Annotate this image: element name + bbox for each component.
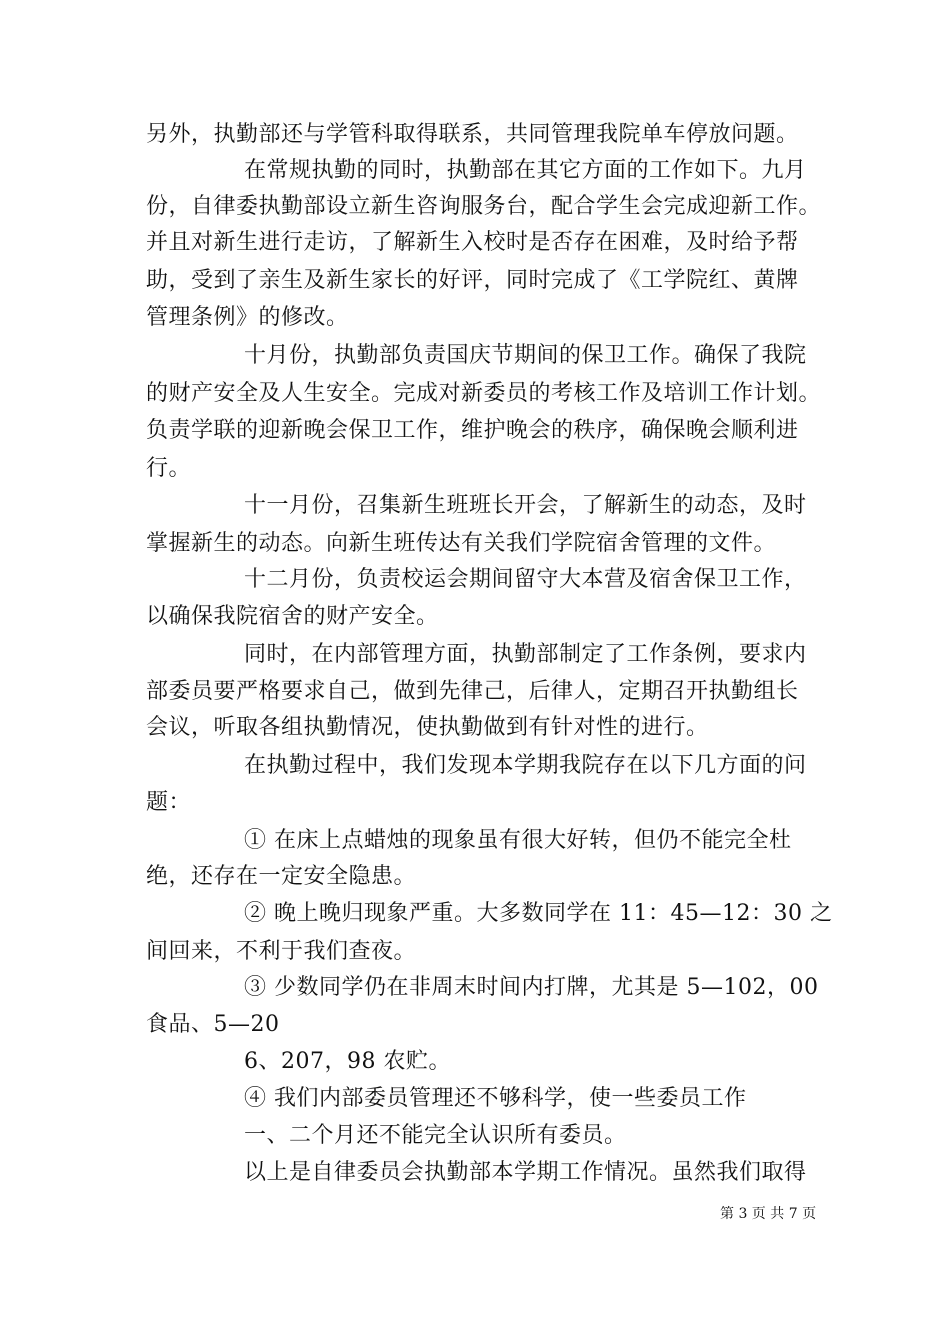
- paragraph-line: 掌握新生的动态。向新生班传达有关我们学院宿舍管理的文件。: [146, 531, 777, 556]
- paragraph-line: 绝，还存在一定安全隐患。: [146, 864, 417, 889]
- list-item: ④ 我们内部委员管理还不够科学，使一些委员工作: [244, 1086, 747, 1111]
- paragraph-line: 份，自律委执勤部设立新生咨询服务台，配合学生会完成迎新工作。: [146, 194, 822, 219]
- paragraph-line: 的财产安全及人生安全。完成对新委员的考核工作及培训工作计划。: [146, 381, 822, 406]
- list-item: ② 晚上晚归现象严重。大多数同学在 11：45—12：30 之: [244, 901, 833, 926]
- paragraph-line: 助，受到了亲生及新生家长的好评，同时完成了《工学院红、黄牌: [146, 268, 799, 293]
- paragraph-line: 部委员要严格要求自己，做到先律己，后律人，定期召开执勤组长: [146, 679, 799, 704]
- paragraph-line: 管理条例》的修改。: [146, 305, 349, 330]
- paragraph-line: 食品、5—20: [146, 1012, 280, 1037]
- paragraph-line: 间回来，不利于我们查夜。: [146, 939, 417, 964]
- paragraph-line: 题：: [146, 790, 192, 815]
- paragraph-line: 另外，执勤部还与学管科取得联系，共同管理我院单车停放问题。: [146, 122, 799, 147]
- paragraph-line: 一、二个月还不能完全认识所有委员。: [244, 1123, 627, 1148]
- paragraph-line: 同时，在内部管理方面，执勤部制定了工作条例，要求内: [244, 642, 807, 667]
- paragraph-line: 6、207，98 农贮。: [244, 1049, 451, 1074]
- paragraph-line: 并且对新生进行走访，了解新生入校时是否存在困难，及时给予帮: [146, 230, 799, 255]
- paragraph-line: 以上是自律委员会执勤部本学期工作情况。虽然我们取得: [244, 1160, 807, 1185]
- paragraph-line: 在执勤过程中，我们发现本学期我院存在以下几方面的问: [244, 753, 807, 778]
- list-item: ① 在床上点蜡烛的现象虽有很大好转，但仍不能完全杜: [244, 828, 792, 853]
- paragraph-line: 会议，听取各组执勤情况，使执勤做到有针对性的进行。: [146, 715, 709, 740]
- paragraph-line: 十一月份，召集新生班班长开会，了解新生的动态，及时: [244, 493, 807, 518]
- list-item: ③ 少数同学仍在非周末时间内打牌，尤其是 5—102，00: [244, 975, 819, 1000]
- paragraph-line: 负责学联的迎新晚会保卫工作，维护晚会的秩序，确保晚会顺利进: [146, 418, 799, 443]
- page-number-footer: 第 3 页 共 7 页: [720, 1206, 817, 1222]
- paragraph-line: 十月份，执勤部负责国庆节期间的保卫工作。确保了我院: [244, 343, 807, 368]
- paragraph-line: 十二月份，负责校运会期间留守大本营及宿舍保卫工作，: [244, 567, 807, 592]
- paragraph-line: 在常规执勤的同时，执勤部在其它方面的工作如下。九月: [244, 158, 807, 183]
- paragraph-line: 行。: [146, 456, 192, 481]
- paragraph-line: 以确保我院宿舍的财产安全。: [146, 604, 439, 629]
